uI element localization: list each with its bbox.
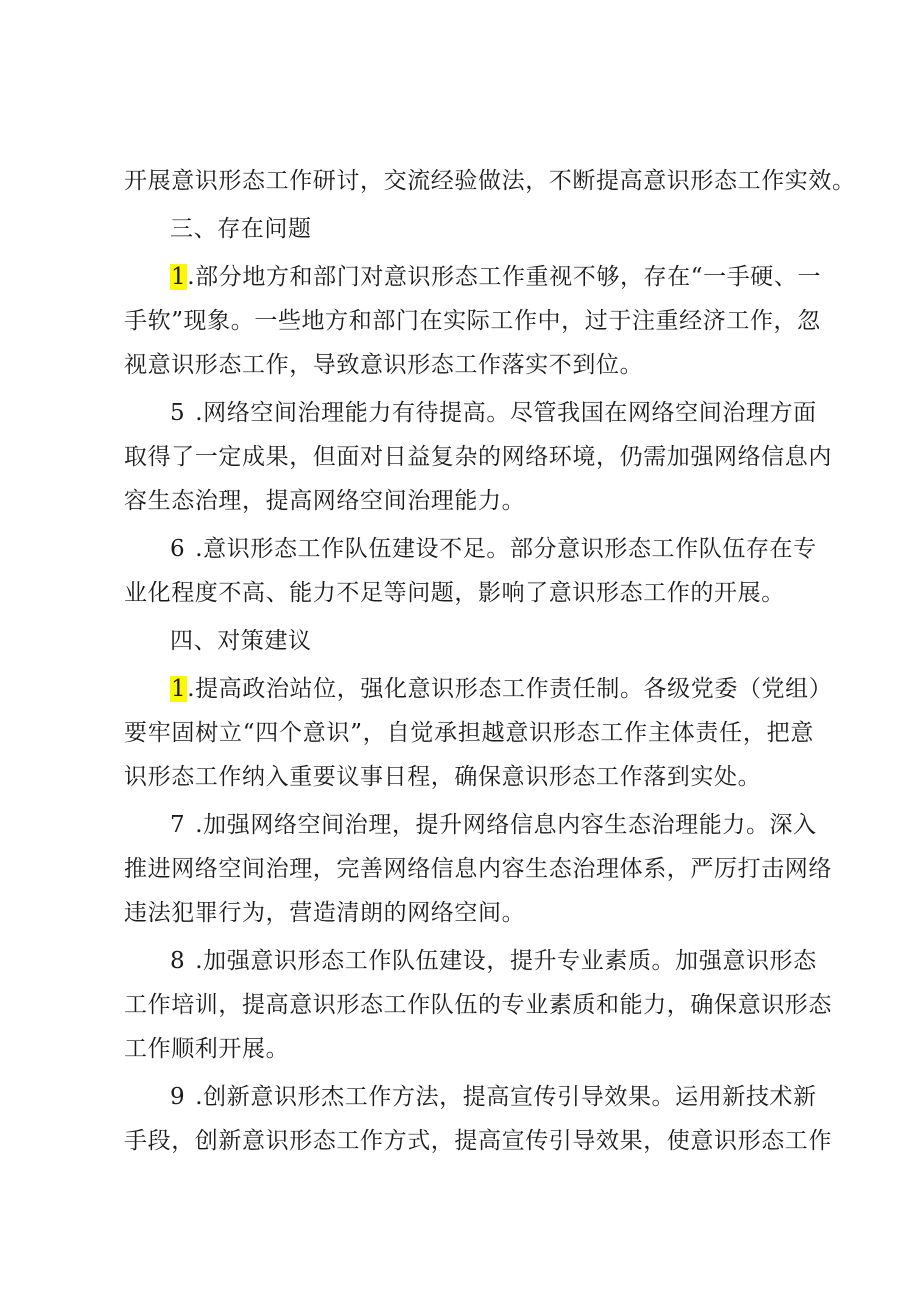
item-number: 7	[170, 812, 186, 838]
item-number: 6	[170, 536, 186, 562]
paragraph-line: 要牢固树立“四个意识”，自觉承担越意识形态工作主体责任，把意	[124, 720, 814, 746]
paragraph-line: 手软”现象。一些地方和部门在实际工作中，过于注重经济工作，忽	[124, 308, 821, 334]
item-number: 8	[170, 948, 186, 974]
paragraph-line: 开展意识形态工作研讨，交流经验做法，不断提高意识形态工作实效。	[124, 168, 856, 194]
paragraph-line	[170, 1082, 817, 1112]
section-heading-problems: 三、存在问题	[170, 216, 312, 242]
paragraph-line	[170, 534, 817, 564]
paragraph-line: 工作培训，提高意识形态工作队伍的专业素质和能力，确保意识形态	[124, 992, 832, 1018]
paragraph-line	[170, 398, 817, 428]
paragraph-line: 取得了一定成果，但面对日益复杂的网络环境，仍需加强网络信息内	[124, 444, 832, 470]
paragraph-line: 违法犯罪行为，营造清朗的网络空间。	[124, 900, 526, 926]
item-number: 9	[170, 1084, 186, 1110]
section-heading-suggestions: 四、对策建议	[170, 628, 312, 654]
item-number: 5	[170, 400, 186, 426]
paragraph-text: .创新意识形杰工作方法，提高宣传引导效果。运用新技术新	[195, 1084, 817, 1110]
paragraph-line: 工作顺利开展。	[124, 1036, 290, 1062]
paragraph-line: 手段，创新意识形态工作方式，提高宣传引导效果，使意识形态工作	[124, 1128, 832, 1154]
paragraph-line	[170, 810, 817, 840]
highlighted-number: 1	[171, 676, 187, 702]
paragraph-line: 识形态工作纳入重要议事日程，确保意识形态工作落到实处。	[124, 764, 762, 790]
paragraph-line: 容生态治理，提高网络空间治理能力。	[124, 488, 526, 514]
paragraph-line	[170, 262, 822, 292]
paragraph-line: 业化程度不高、能力不足等问题，影响了意识形态工作的开展。	[124, 580, 785, 606]
paragraph-line: 推进网络空间治理，完善网络信息内容生态治理体系，严厉打击网络	[124, 856, 832, 882]
highlighted-number: 1	[171, 264, 187, 290]
paragraph-text: .意识形态工作队伍建设不足。部分意识形态工作队伍存在专	[195, 536, 817, 562]
paragraph-text: .加强意识形态工作队伍建设，提升专业素质。加强意识形态	[195, 948, 817, 974]
paragraph-text: .提高政治站位，强化意识形态工作责任制。各级党委（党组）	[187, 676, 833, 702]
paragraph-line	[170, 674, 833, 704]
paragraph-text: .网络空间治理能力有待提高。尽管我国在网络空间治理方面	[195, 400, 817, 426]
paragraph-text: .部分地方和部门对意识形态工作重视不够，存在“一手硬、一	[187, 264, 822, 290]
paragraph-line	[170, 946, 817, 976]
paragraph-text: .加强网络空间治理，提升网络信息内容生态治理能力。深入	[195, 812, 817, 838]
paragraph-line: 视意识形态工作，导致意识形态工作落实不到位。	[124, 352, 644, 378]
